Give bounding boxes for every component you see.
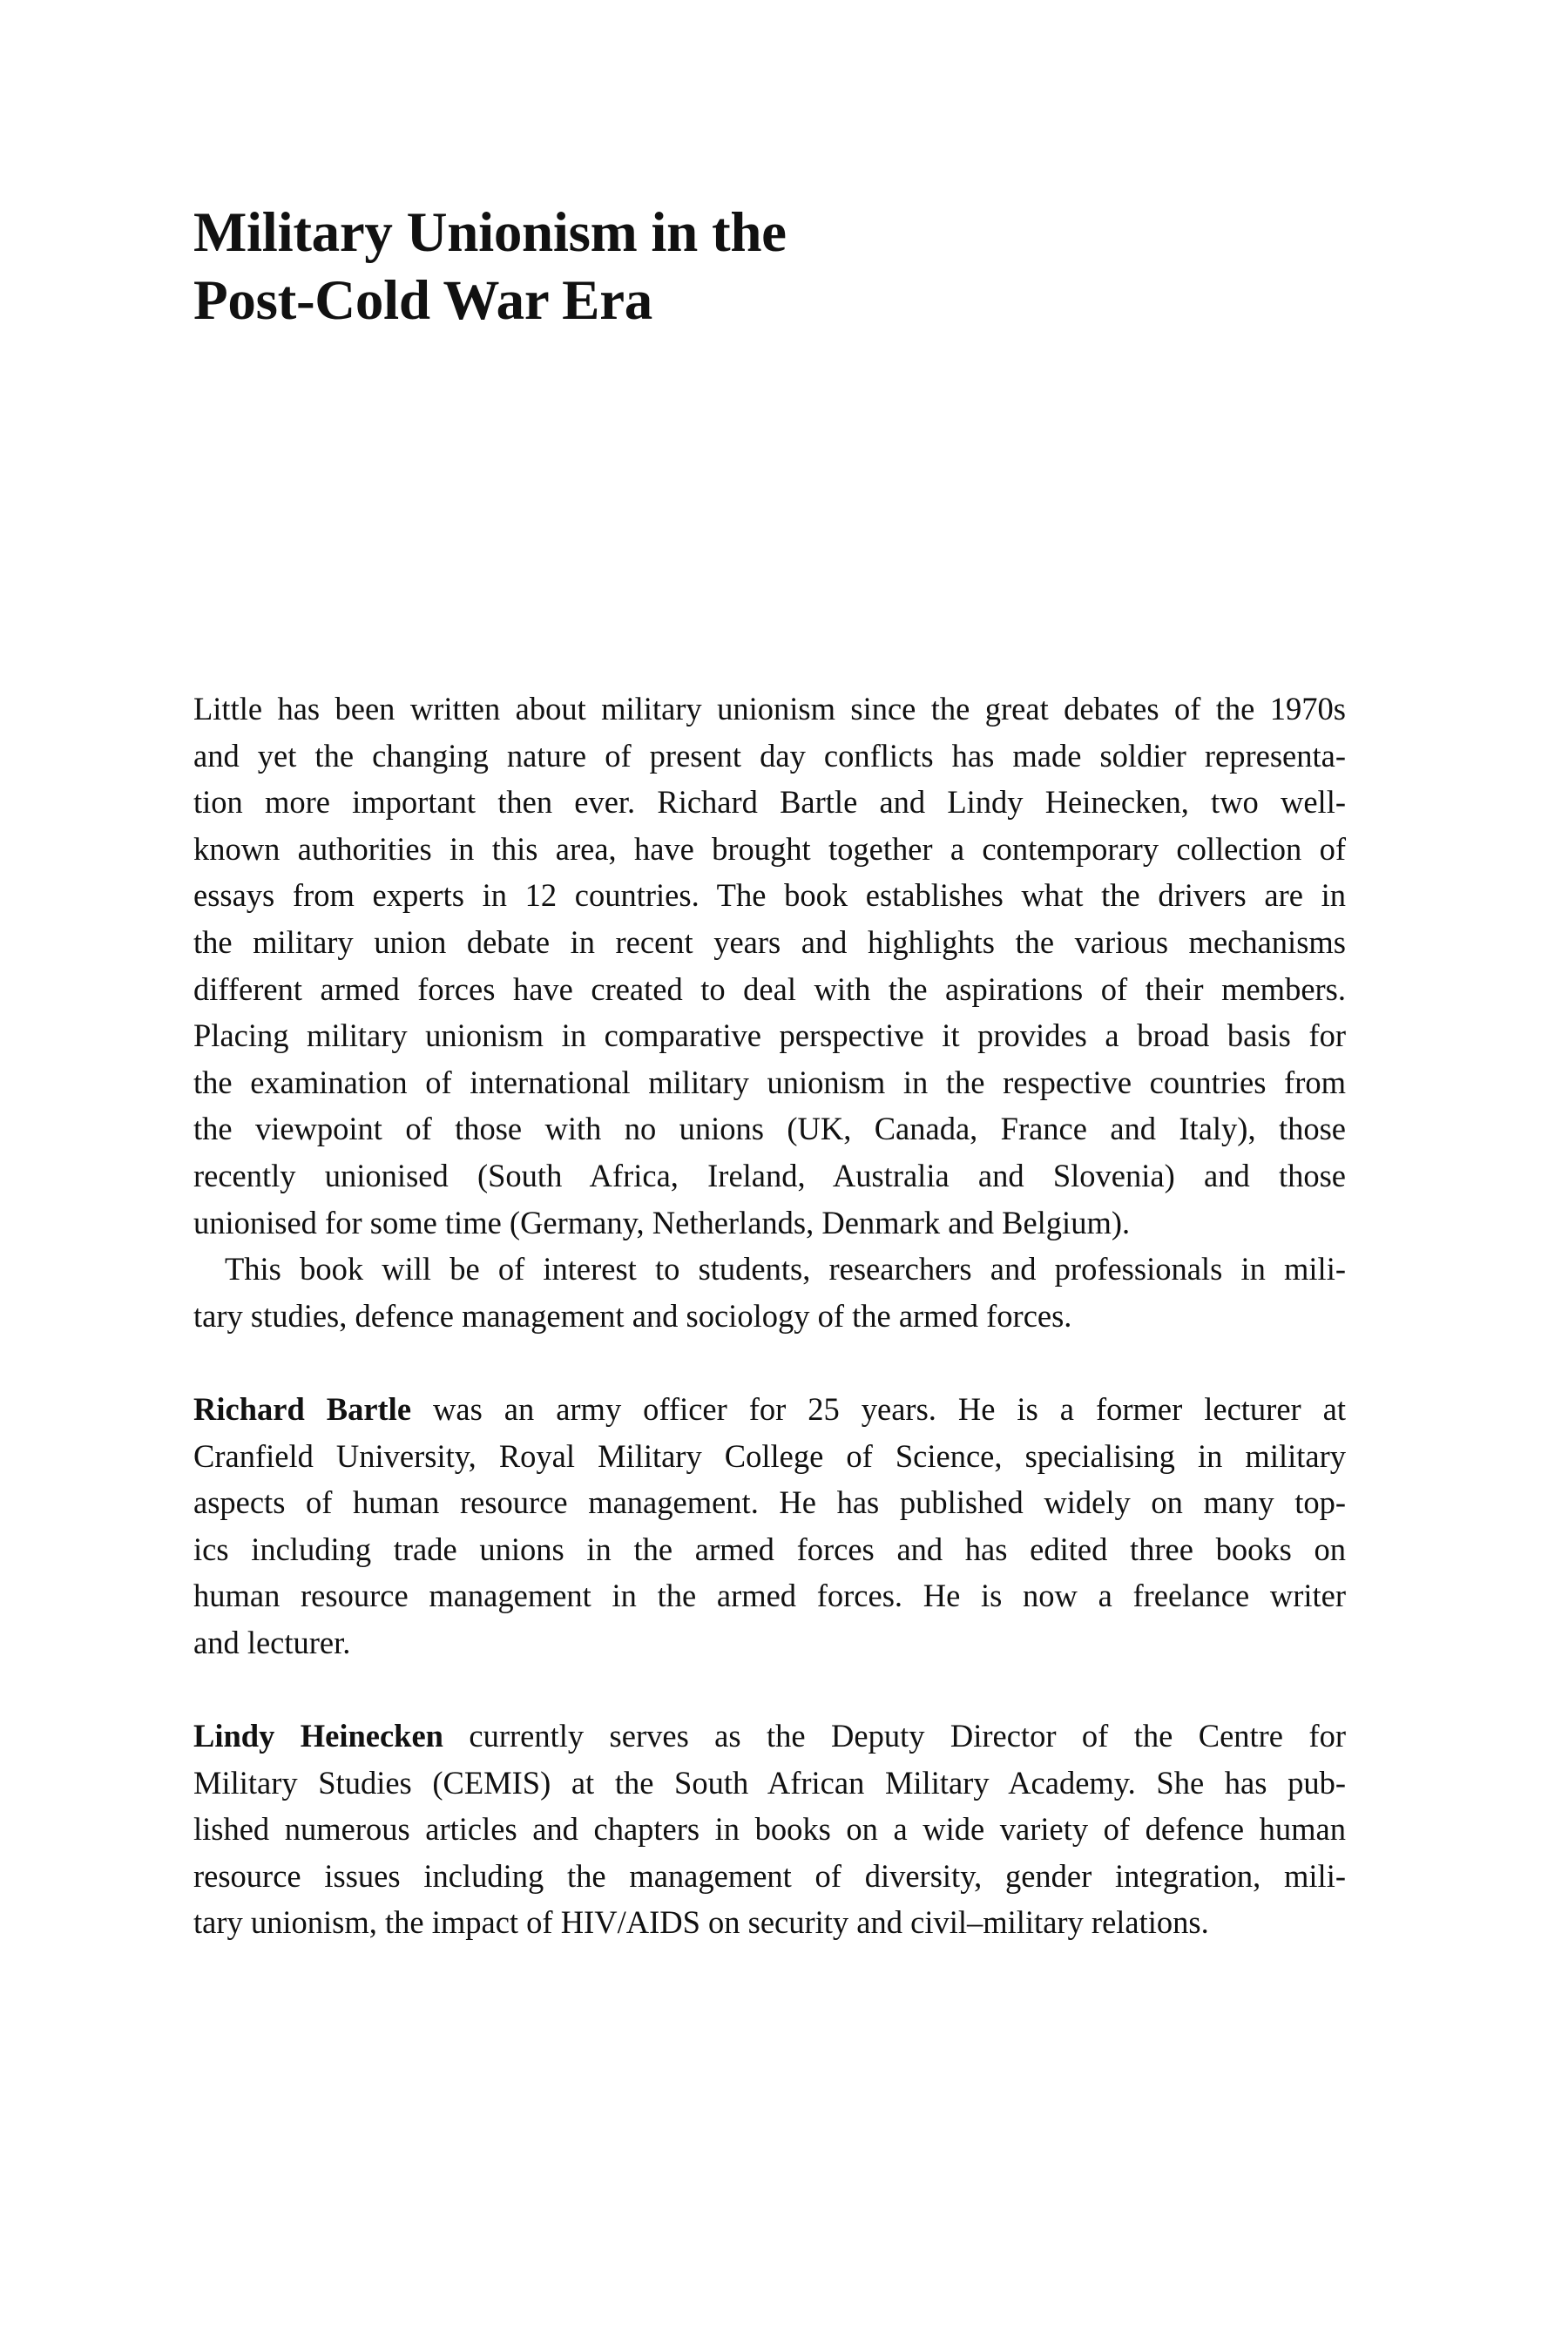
author-bio-heinecken (193, 1713, 1346, 1946)
book-title (193, 199, 1326, 335)
description-paragraph-2 (193, 1246, 1346, 1339)
text-line: human resource management in the armed forces. He is now a freelance writer (193, 1578, 1346, 1614)
description-paragraph-1 (193, 686, 1346, 1246)
book-title-line-2: Post-Cold War Era (193, 269, 652, 332)
text-line: different armed forces have created to deal with the aspirations of their members. (193, 970, 1346, 1007)
book-description (193, 686, 1346, 1946)
text-line: tary studies, defence management and sociology of the armed forces. (193, 1297, 1072, 1334)
text-line: lished numerous articles and chapters in books on a wide variety of defence human (193, 1811, 1346, 1848)
book-title-line-1: Military Unionism in the (193, 201, 787, 264)
text-line: This book will be of interest to students, researchers and professionals in mili- (225, 1251, 1346, 1288)
text-line: Placing military unionism in comparative perspective it provides a broad basis for (193, 1017, 1346, 1054)
text-line: unionised for some time (Germany, Netherlands, Denmark and Belgium). (193, 1204, 1131, 1240)
paragraph-spacer (193, 1666, 1346, 1713)
text-line: aspects of human resource management. He has published widely on many top- (193, 1484, 1346, 1521)
text-line: the viewpoint of those with no unions (UK, Canada, France and Italy), those (193, 1111, 1346, 1147)
text-line: the examination of international military unionism in the respective countries from (193, 1064, 1346, 1100)
text-line: the military union debate in recent years and highlights the various mechanisms (193, 923, 1346, 960)
text-line (193, 1386, 1346, 1433)
text-line: resource issues including the management of diversity, gender integration, mili- (193, 1857, 1346, 1894)
text-line: Military Studies (CEMIS) at the South African Military Academy. She has pub- (193, 1764, 1346, 1801)
text-line: tary unionism, the impact of HIV/AIDS on security and civil–military relations. (193, 1904, 1209, 1941)
text-line: tion more important then ever. Richard Bartle and Lindy Heinecken, two well- (193, 784, 1346, 821)
text-line (193, 1713, 1346, 1760)
text-line: Little has been written about military unionism since the great debates of the 1970s (193, 691, 1346, 727)
text-line: essays from experts in 12 countries. The book establishes what the drivers are in (193, 877, 1346, 914)
text-line: Cranfield University, Royal Military College of Science, specialising in military (193, 1437, 1346, 1474)
text-line: and lecturer. (193, 1624, 351, 1660)
author-bio-bartle (193, 1386, 1346, 1666)
paragraph-spacer (193, 1339, 1346, 1386)
text-line: known authorities in this area, have brought together a contemporary collection of (193, 830, 1346, 867)
author-name: Lindy Heinecken (193, 1718, 443, 1754)
bio-text: currently serves as the Deputy Director of the Centre for (443, 1718, 1346, 1754)
text-line: ics including trade unions in the armed forces and has edited three books on (193, 1531, 1346, 1567)
text-line: and yet the changing nature of present day conflicts has made soldier representa- (193, 737, 1346, 774)
author-name: Richard Bartle (193, 1390, 412, 1427)
text-line: recently unionised (South Africa, Ireland, Australia and Slovenia) and those (193, 1157, 1346, 1193)
bio-text: was an army officer for 25 years. He is a former lecturer at (411, 1390, 1346, 1427)
